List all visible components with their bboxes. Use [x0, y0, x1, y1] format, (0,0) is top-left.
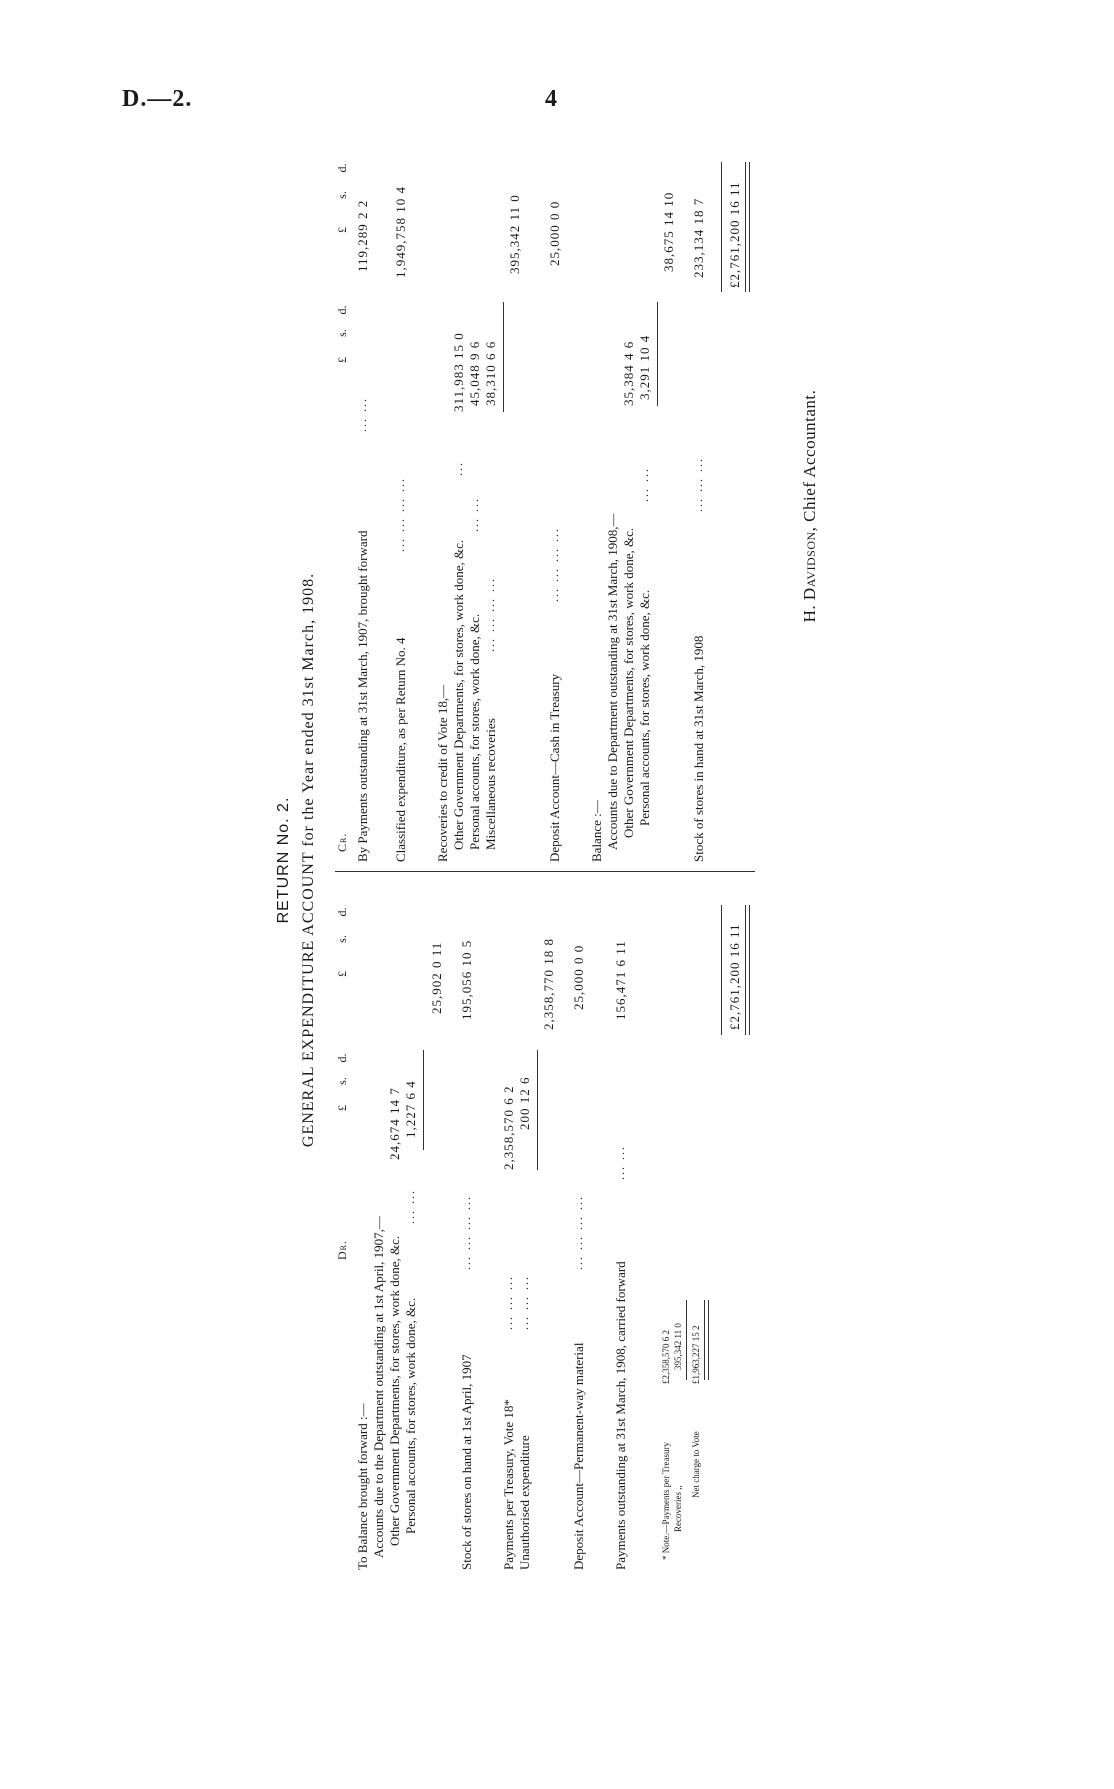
debit-payments-total: 2,358,770 18 8 — [541, 938, 556, 1030]
credit-rec-other-dots: ... — [451, 461, 465, 476]
return-label: RETURN No. 2. — [275, 796, 292, 924]
debit-personal-accounts-amount: 1,227 6 4 — [403, 1080, 418, 1138]
credit-classified-total: 1,949,758 10 4 — [393, 186, 408, 278]
credit-total-rule-bottom — [745, 162, 750, 292]
credit-total-rule-top — [721, 162, 722, 292]
note-rule-1 — [686, 1300, 687, 1380]
note-line2-label: Recoveries ,, — [673, 1485, 683, 1532]
credit-by-payments: By Payments outstanding at 31st March, 1907, brought forward — [355, 530, 370, 862]
debit-personal-accounts: Personal accounts, for stores, work done, &c. — [403, 1297, 418, 1534]
credit-by-payments-dots: ... ... — [355, 397, 369, 432]
debit-deposit-permanent-way-total: 25,000 0 0 — [571, 944, 586, 1010]
credit-rec-misc: Miscellaneous recoveries — [483, 718, 498, 850]
credit-recoveries: Recoveries to credit of Vote 18,— — [435, 684, 450, 862]
credit-grand-total: £2,761,200 16 11 — [727, 181, 742, 288]
credit-stock-in-hand-total: 233,134 18 7 — [691, 197, 706, 278]
debit-heading: Dr. — [335, 1239, 349, 1260]
credit-rec-personal-dots: ... ... — [467, 497, 481, 532]
credit-side — [335, 150, 755, 862]
credit-bal-total: 38,675 14 10 — [661, 191, 676, 272]
credit-bal-accounts-due: Accounts due to Department outstanding at 31st March, 1908,— — [605, 513, 620, 850]
credit-classified: Classified expenditure, as per Return No. 4 — [393, 637, 408, 862]
signature — [800, 150, 820, 862]
credit-by-payments-total: 119,289 2 2 — [355, 199, 370, 272]
credit-rec-personal: Personal accounts, for stores, work done, &c. — [467, 613, 482, 850]
debit-payments-outstanding: Payments outstanding at 31st March, 1908, carried forward — [613, 1261, 628, 1570]
note-line3-amount: £1,963,227 15 2 — [691, 1325, 701, 1384]
credit-deposit-dots: ... ... ... ... — [547, 527, 561, 602]
credit-classified-dots: ... ... ... ... — [393, 477, 407, 552]
credit-subtotal-rule-2 — [657, 302, 658, 406]
debit-deposit-dots: ... ... ... ... — [571, 1195, 585, 1270]
credit-balance: Balance :— — [589, 800, 604, 862]
debit-col-shillings-1: s. — [335, 1077, 349, 1085]
debit-outstanding-dots: ... ... — [613, 1145, 627, 1180]
debit-col-shillings-2: s. — [335, 935, 349, 943]
credit-rec-other-govt-amount: 311,983 15 0 — [451, 332, 466, 412]
debit-payments-per-treasury-amount: 2,358,570 6 2 — [501, 1085, 516, 1170]
debit-total-rule-bottom — [745, 905, 750, 1035]
note-line2-amount: 395,342 11 0 — [673, 1323, 683, 1370]
credit-stock-in-hand: Stock of stores in hand at 31st March, 1908 — [691, 635, 706, 862]
ledger-page — [275, 150, 875, 1570]
debit-col-pence-2: d. — [335, 907, 349, 917]
credit-bal-other-govt-amount: 35,384 4 6 — [621, 340, 636, 406]
credit-col-pounds-1: £ — [335, 357, 349, 363]
signature-title: Chief Accountant. — [800, 389, 819, 522]
credit-col-pounds-2: £ — [335, 227, 349, 233]
credit-col-pence-2: d. — [335, 163, 349, 173]
page-number: 4 — [545, 86, 557, 112]
debit-col-pounds-2: £ — [335, 971, 349, 977]
credit-bal-personal-amount: 3,291 10 4 — [637, 334, 652, 400]
page-code: D.—2. — [122, 86, 193, 112]
credit-bal-personal-dots: ... ... — [637, 467, 651, 502]
credit-heading: Cr. — [335, 832, 349, 852]
debit-col-pence-1: d. — [335, 1053, 349, 1063]
credit-col-pence-1: d. — [335, 305, 349, 315]
debit-payments-outstanding-total: 156,471 6 11 — [613, 940, 628, 1020]
debit-stock-on-hand-total: 195,056 10 5 — [459, 939, 474, 1020]
credit-bal-other-govt: Other Government Departments, for stores, work done, &c. — [621, 527, 636, 838]
note-rule-2 — [704, 1300, 709, 1380]
note-line1-amount: £2,358,570 6 2 — [661, 1330, 671, 1384]
debit-subtotal-rule-1 — [423, 1050, 424, 1150]
debit-deposit-permanent-way: Deposit Account—Permanent-way material — [571, 1342, 586, 1570]
credit-deposit-cash: Deposit Account—Cash in Treasury — [547, 673, 562, 862]
credit-stock-dots: ... ... ... — [691, 457, 705, 512]
account-title: GENERAL EXPENDITURE ACCOUNT for the Year ended 31st March, 1908. — [300, 572, 317, 1148]
debit-balance-brought-forward: To Balance brought forward :— — [355, 1403, 370, 1570]
note-line1-label: * Note.—Payments per Treasury — [661, 1442, 671, 1560]
credit-bal-personal: Personal accounts, for stores, work done, &c. — [637, 589, 652, 826]
debit-accounts-due: Accounts due to the Department outstanding at 1st April, 1907,— — [371, 1216, 386, 1558]
debit-total-rule-top — [721, 905, 722, 1035]
debit-subtotal-rule-2 — [537, 1050, 538, 1170]
debit-side — [335, 880, 755, 1570]
credit-rec-personal-amount: 45,048 9 6 — [467, 340, 482, 406]
credit-recoveries-total: 395,342 11 0 — [507, 194, 522, 274]
debit-payments-per-treasury: Payments per Treasury, Vote 18* — [501, 1399, 516, 1570]
note-line3-label: Net charge to Vote — [691, 1431, 701, 1498]
signature-name: H. Davidson, — [800, 526, 819, 623]
credit-deposit-cash-total: 25,000 0 0 — [547, 200, 562, 266]
debit-other-govt-depts: Other Government Departments, for stores, work done, &c. — [387, 1235, 402, 1546]
debit-grand-total: £2,761,200 16 11 — [727, 923, 742, 1030]
debit-unauthorised-dots: ... ... ... — [517, 1275, 531, 1330]
center-divider — [335, 871, 755, 872]
debit-personal-dots: ... ... — [403, 1189, 417, 1224]
debit-payments-dots: ... ... ... — [501, 1275, 515, 1330]
debit-other-govt-depts-amount: 24,674 14 7 — [387, 1087, 402, 1160]
debit-stock-on-hand: Stock of stores on hand at 1st April, 1907 — [459, 1354, 474, 1570]
credit-col-shillings-1: s. — [335, 329, 349, 337]
credit-col-shillings-2: s. — [335, 191, 349, 199]
debit-stock-dots: ... ... ... ... — [459, 1195, 473, 1270]
debit-col-pounds-1: £ — [335, 1105, 349, 1111]
credit-rec-other-govt: Other Government Departments, for stores, work done, &c. — [451, 539, 466, 850]
debit-unauthorised-amount: 200 12 6 — [517, 1076, 532, 1130]
credit-rec-misc-amount: 38,310 6 6 — [483, 340, 498, 406]
debit-balance-total: 25,902 0 11 — [429, 941, 444, 1014]
debit-unauthorised: Unauthorised expenditure — [517, 1435, 532, 1570]
credit-subtotal-rule-1 — [503, 302, 504, 412]
credit-rec-misc-dots: ... ... ... ... — [483, 577, 497, 652]
